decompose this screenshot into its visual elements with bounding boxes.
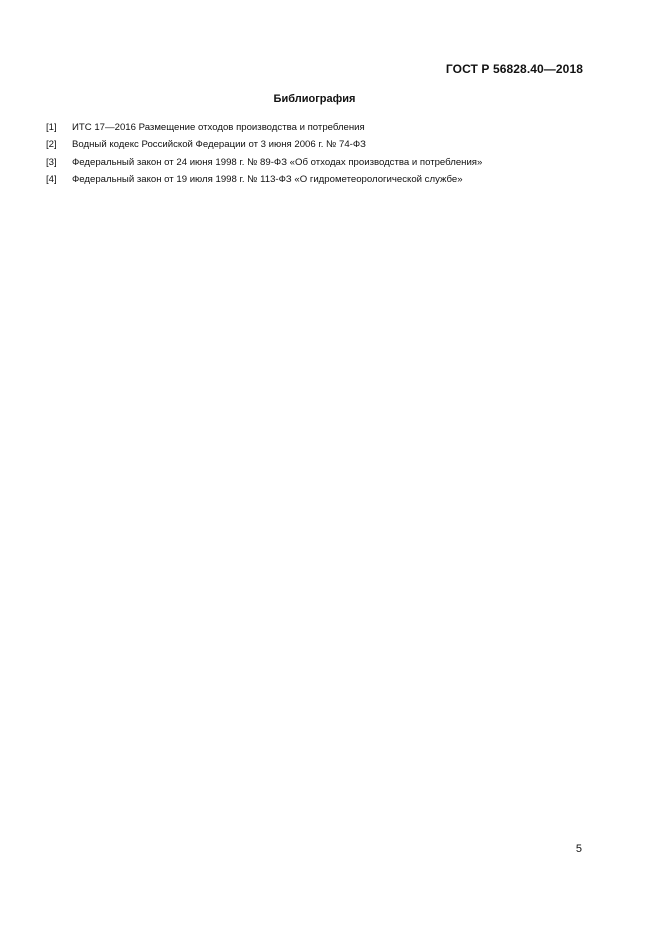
bibliography-item [46,156,482,173]
reference-text: Федеральный закон от 24 июня 1998 г. № 89-ФЗ «Об отходах производства и потребления» [72,156,483,168]
bibliography-item [46,173,482,190]
bibliography-item [46,121,482,138]
reference-text: Водный кодекс Российской Федерации от 3 июня 2006 г. № 74-ФЗ [72,139,366,151]
reference-number: [1] [46,122,57,133]
bibliography-list [46,121,482,190]
bibliography-item [46,138,482,155]
bibliography-title: Библиография [273,93,356,105]
reference-number: [4] [46,173,57,185]
reference-number: [2] [46,139,57,151]
reference-number: [3] [46,156,57,168]
reference-text: ИТС 17—2016 Размещение отходов производства и потребления [72,122,365,133]
page-number: 5 [575,843,582,855]
document-code: ГОСТ Р 56828.40—2018 [445,62,583,76]
reference-text: Федеральный закон от 19 июля 1998 г. № 113-ФЗ «О гидрометеорологической службе» [72,173,463,185]
